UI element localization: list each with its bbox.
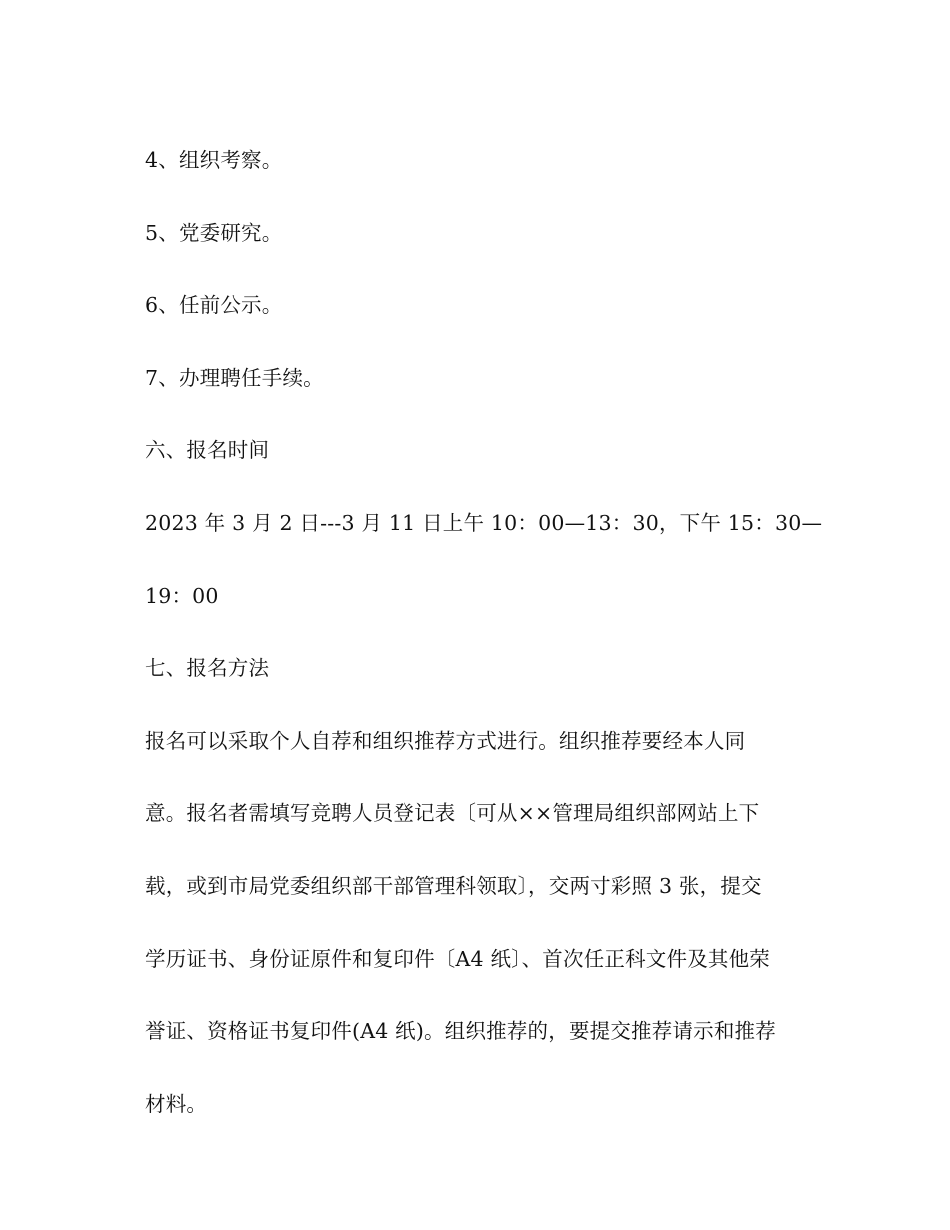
registration-method-line-4: 学历证书、身份证原件和复印件〔A4 纸〕、首次任正科文件及其他荣	[145, 946, 771, 971]
step-7-line: 7、办理聘任手续。	[145, 365, 324, 390]
registration-method-line-1: 报名可以采取个人自荐和组织推荐方式进行。组织推荐要经本人同	[145, 728, 746, 753]
registration-method-line-2: 意。报名者需填写竞聘人员登记表〔可从××管理局组织部网站上下	[145, 801, 760, 826]
step-4-line: 4、组织考察。	[145, 148, 283, 172]
section-heading-registration-time: 六、报名时间	[145, 438, 270, 463]
registration-time-line-2: 19：00	[145, 583, 219, 608]
step-6-line: 6、任前公示。	[145, 293, 283, 318]
registration-method-line-6: 材料。	[145, 1091, 208, 1116]
section-heading-registration-method: 七、报名方法	[145, 656, 270, 681]
step-5-line: 5、党委研究。	[145, 220, 283, 245]
registration-method-line-3: 载，或到市局党委组织部干部管理科领取〕，交两寸彩照 3 张，提交	[145, 873, 762, 898]
registration-time-line-1: 2023 年 3 月 2 日---3 月 11 日上午 10：00—13：30，下午 15：30—	[145, 510, 823, 535]
registration-method-line-5: 誉证、资格证书复印件(A4 纸)。组织推荐的，要提交推荐请示和推荐	[145, 1019, 776, 1044]
document-body	[145, 124, 823, 1140]
